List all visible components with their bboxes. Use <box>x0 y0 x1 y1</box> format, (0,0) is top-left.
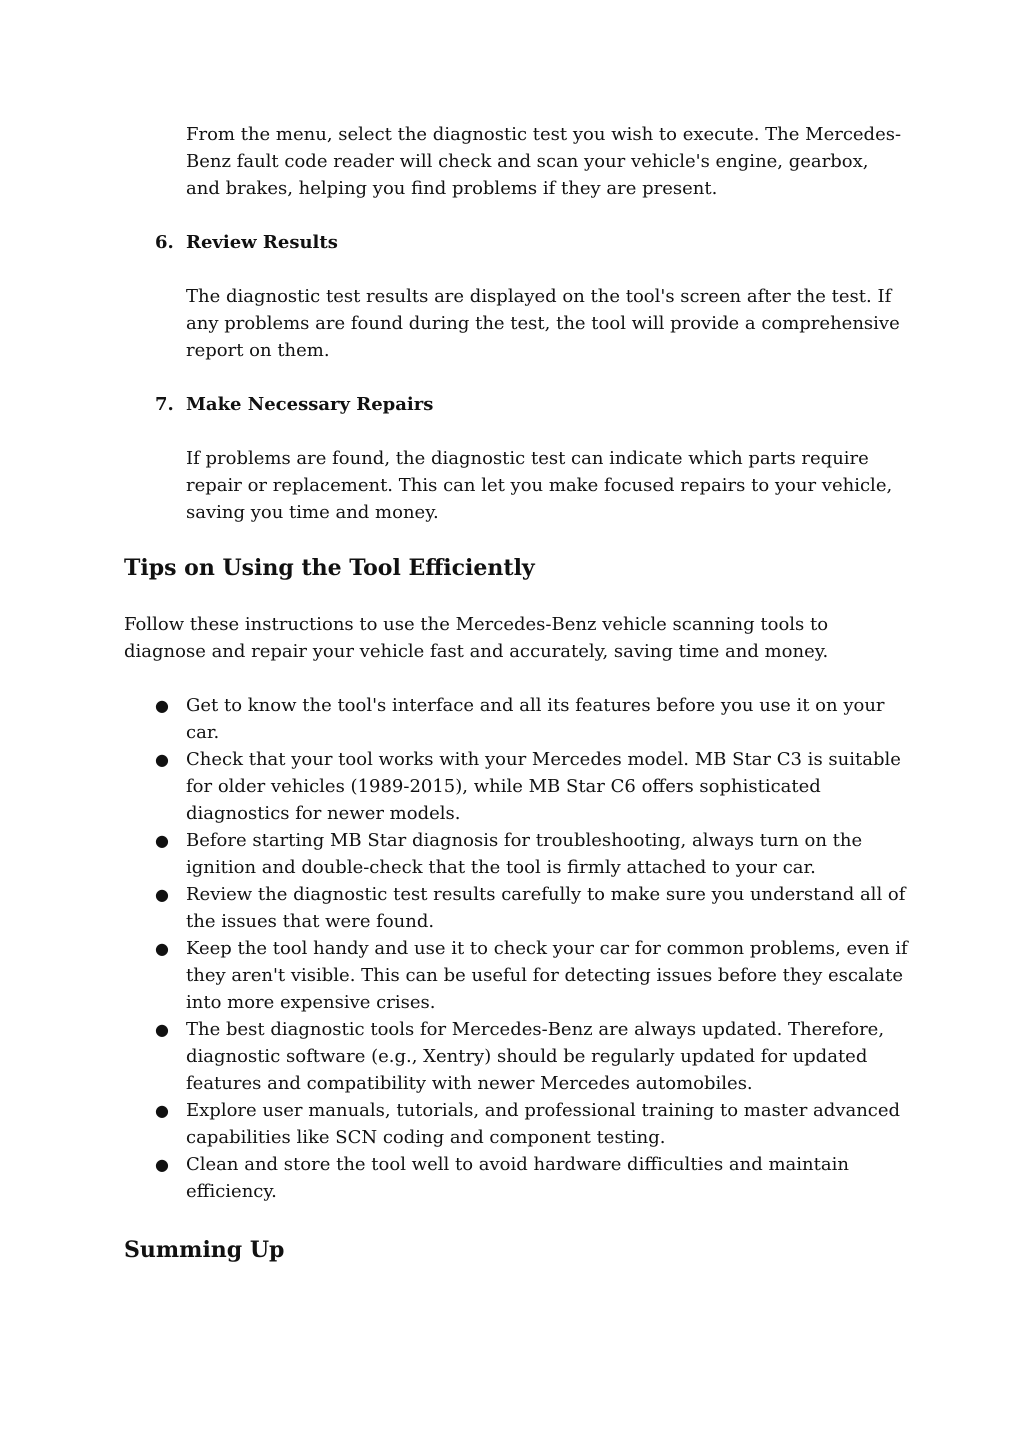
list-item <box>155 1016 915 1097</box>
step7-title: Make Necessary Repairs <box>186 394 434 415</box>
tips-section-heading: Tips on Using the Tool Efficiently <box>124 555 535 581</box>
bullet-icon: ● <box>155 939 169 958</box>
list-item-text: Keep the tool handy and use it to check your car for common problems, even if they aren't visible. This can be useful for detecting issues before they escalate into more expensive crises. <box>186 938 908 1013</box>
list-item-text: Explore user manuals, tutorials, and professional training to master advanced capabilities like SCN coding and component testing. <box>186 1100 901 1148</box>
tips-intro-paragraph: Follow these instructions to use the Mercedes-Benz vehicle scanning tools to diagnose and repair your vehicle fast and accurately, saving time and money. <box>124 614 829 662</box>
list-item <box>155 1151 915 1205</box>
step6-body-paragraph: The diagnostic test results are displayed on the tool's screen after the test. If any problems are found during the test, the tool will provide a comprehensive report on them. <box>186 286 900 361</box>
list-item <box>155 827 915 881</box>
list-item-text: Before starting MB Star diagnosis for troubleshooting, always turn on the ignition and double-check that the tool is firmly attached to your car. <box>186 830 863 878</box>
step7-body-paragraph: If problems are found, the diagnostic test can indicate which parts require repair or replacement. This can let you make focused repairs to your vehicle, saving you time and money. <box>186 448 893 523</box>
bullet-icon: ● <box>155 750 169 769</box>
list-item <box>155 746 915 827</box>
step7-heading <box>155 391 895 418</box>
list-item-text: Clean and store the tool well to avoid hardware difficulties and maintain efficiency. <box>186 1154 849 1202</box>
list-item-text: The best diagnostic tools for Mercedes-Benz are always updated. Therefore, diagnostic software (e.g., Xentry) should be regularly updated for updated features and compatibility with newer Mercedes automobiles. <box>186 1019 885 1094</box>
step5-body-paragraph: From the menu, select the diagnostic test you wish to execute. The Mercedes-Benz fault code reader will check and scan your vehicle's engine, gearbox, and brakes, helping you find problems if they are present. <box>186 124 902 199</box>
list-item <box>155 935 915 1016</box>
bullet-icon: ● <box>155 696 169 715</box>
list-item-text: Get to know the tool's interface and all its features before you use it on your car. <box>186 695 885 743</box>
list-item <box>155 1097 915 1151</box>
tips-bullet-list <box>155 692 915 1205</box>
step7-number: 7. <box>155 394 174 415</box>
list-item-text: Review the diagnostic test results carefully to make sure you understand all of the issues that were found. <box>186 884 906 932</box>
step6-title: Review Results <box>186 232 338 253</box>
list-item-text: Check that your tool works with your Mercedes model. MB Star C3 is suitable for older vehicles (1989-2015), while MB Star C6 offers sophisticated diagnostics for newer models. <box>186 749 901 824</box>
list-item <box>155 881 915 935</box>
summary-section-heading: Summing Up <box>124 1237 285 1263</box>
bullet-icon: ● <box>155 1020 169 1039</box>
list-item <box>155 692 915 746</box>
bullet-icon: ● <box>155 885 169 904</box>
step6-number: 6. <box>155 232 174 253</box>
step6-heading <box>155 229 895 256</box>
bullet-icon: ● <box>155 1155 169 1174</box>
bullet-icon: ● <box>155 831 169 850</box>
bullet-icon: ● <box>155 1101 169 1120</box>
